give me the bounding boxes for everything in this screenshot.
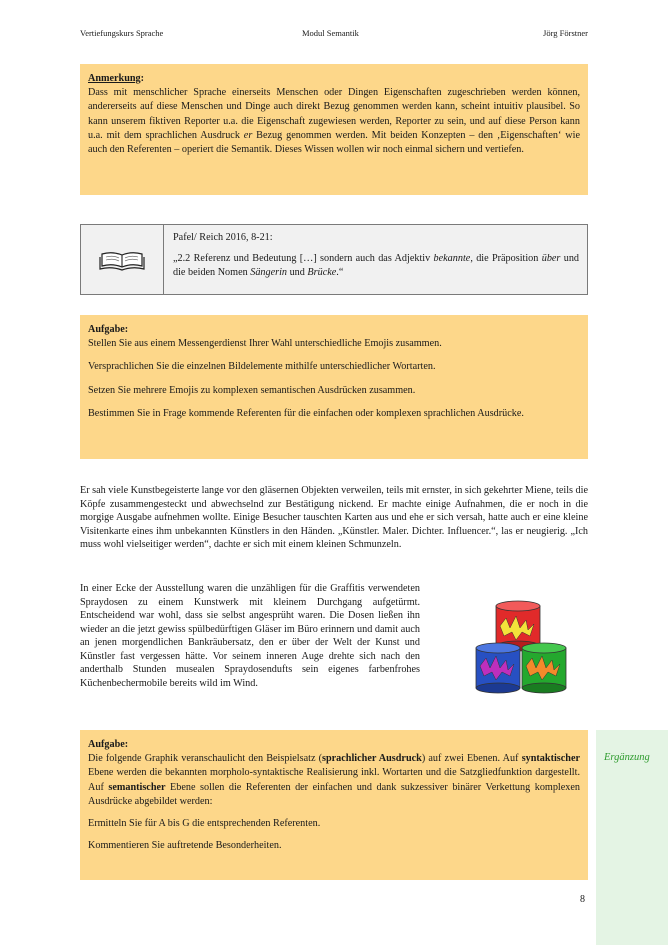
citation-icon-cell <box>81 225 164 294</box>
task-2-item: Kommentieren Sie auftretende Besonderheiten. <box>88 840 282 852</box>
book-icon <box>99 249 145 271</box>
story-paragraph-2: In einer Ecke der Ausstellung waren die unzähligen für die Graffitis verwendeten Spraydosen zu einem Kunstwerk mit kleinem Durchgang aufgetürmt. Entscheidend war wohl, dass sie selbst angesprüht waren. Die Dosen ließen ihn wieder an die jetzt gewiss spülbedürftigen Gläser im Büro erinnern und damit auch an jenen morgendlichen Bankräubersatz, den er über der Welt der Kunst und Künstler fast vergessen hätte. Vor seinem inneren Auge drehte sich nach den anderthalb Stunden musealen Spraydosendufts sein eigenes farbenfrohes Küchenbechermobile bereits wild im Wind. <box>80 583 420 689</box>
task-1-item: Bestimmen Sie in Frage kommende Referenten für die einfachen oder komplexen sprachlichen Ausdrücke. <box>88 407 524 419</box>
task-2-intro: Die folgende Graphik veranschaulicht den Beispielsatz (sprachlicher Ausdruck) auf zwei Ebenen. Auf syntaktischer Ebene werden die bekannten morpholo-syntaktische Realisierung inkl. Wortarten und die Satzgliedfunktion dargestellt. Auf semantischer Ebene sollen die Referenten der einfachen und dank sukzessiver binärer Verkettung komplexen Ausdrücke abgebildet werden: <box>88 753 580 807</box>
page-number: 8 <box>580 894 585 905</box>
blue-can <box>476 643 520 693</box>
spray-cans-illustration <box>470 598 580 698</box>
task-box-2 <box>80 730 588 880</box>
task-1-item: Setzen Sie mehrere Emojis zu komplexen semantischen Ausdrücken zusammen. <box>88 384 416 396</box>
task-1-title: Aufgabe: <box>88 324 129 335</box>
supplement-label: Ergänzung <box>604 752 650 763</box>
header-course: Vertiefungskurs Sprache <box>80 28 164 38</box>
task-box-1 <box>80 315 588 459</box>
task-2-title: Aufgabe: <box>88 739 129 750</box>
note-box <box>80 64 588 195</box>
header-author: Jörg Förstner <box>543 28 588 38</box>
task-2-item: Ermitteln Sie für A bis G die entsprechenden Referenten. <box>88 818 321 830</box>
story-paragraph-1: Er sah viele Kunstbegeisterte lange vor den gläsernen Objekten verweilen, teils mit ernster, in sich gekehrter Miene, teils die Köpfe zusammengesteckt und abwechselnd zur Bestätigung nickend. Er machte einige Aufnahmen, die er noch in die morgige Ausgabe aufnehmen wollte. Einige Besucher tauschten Karten aus und ehe er sich versah, hatte auch er eine kleine Visitenkarte eines ihm unbekannten Künstlers in den Händen. „Künstler. Maler. Dichter. Influencer.“, las er neugierig. „Ich muss wohl vielseitiger werden“, dachte er sich mit einem kleinen Schmunzeln. <box>80 485 588 550</box>
citation-quote: „2.2 Referenz und Bedeutung […] sondern auch das Adjektiv bekannte, die Präposition über und die beiden Nomen Sängerin und Brücke.“ <box>173 252 580 278</box>
task-1-item: Stellen Sie aus einem Messengerdienst Ihrer Wahl unterschiedliche Emojis zusammen. <box>88 338 442 350</box>
green-can <box>522 643 566 693</box>
task-1-item: Versprachlichen Sie die einzelnen Bildelemente mithilfe unterschiedlicher Wortarten. <box>88 361 436 373</box>
citation-source: Pafel/ Reich 2016, 8-21: <box>173 232 273 243</box>
note-body: Dass mit menschlicher Sprache einerseits Menschen oder Dingen Eigenschaften zugeschrieben werden können, andererseits auf diese Menschen und Dinge auch direkt Bezug genommen werden kann, scheint intuitiv plausibel. So kann unserem fiktiven Reporter u.a. die Eigenschaft zugewiesen werden, Reporter zu sein, und auf diese Person kann u.a. mit dem sprachlichen Ausdruck er Bezug genommen werden. Mit beiden Konzepten – den ‚Eigenschaften‘ wie auch den Referenten – operiert die Semantik. Dieses Wissen wollen wir noch einmal sichern und vertiefen. <box>88 87 580 156</box>
citation-text <box>173 231 579 281</box>
header-module: Modul Semantik <box>302 28 359 38</box>
citation-box <box>80 224 588 295</box>
page-header <box>80 28 588 40</box>
note-title: Anmerkung: <box>88 73 145 84</box>
